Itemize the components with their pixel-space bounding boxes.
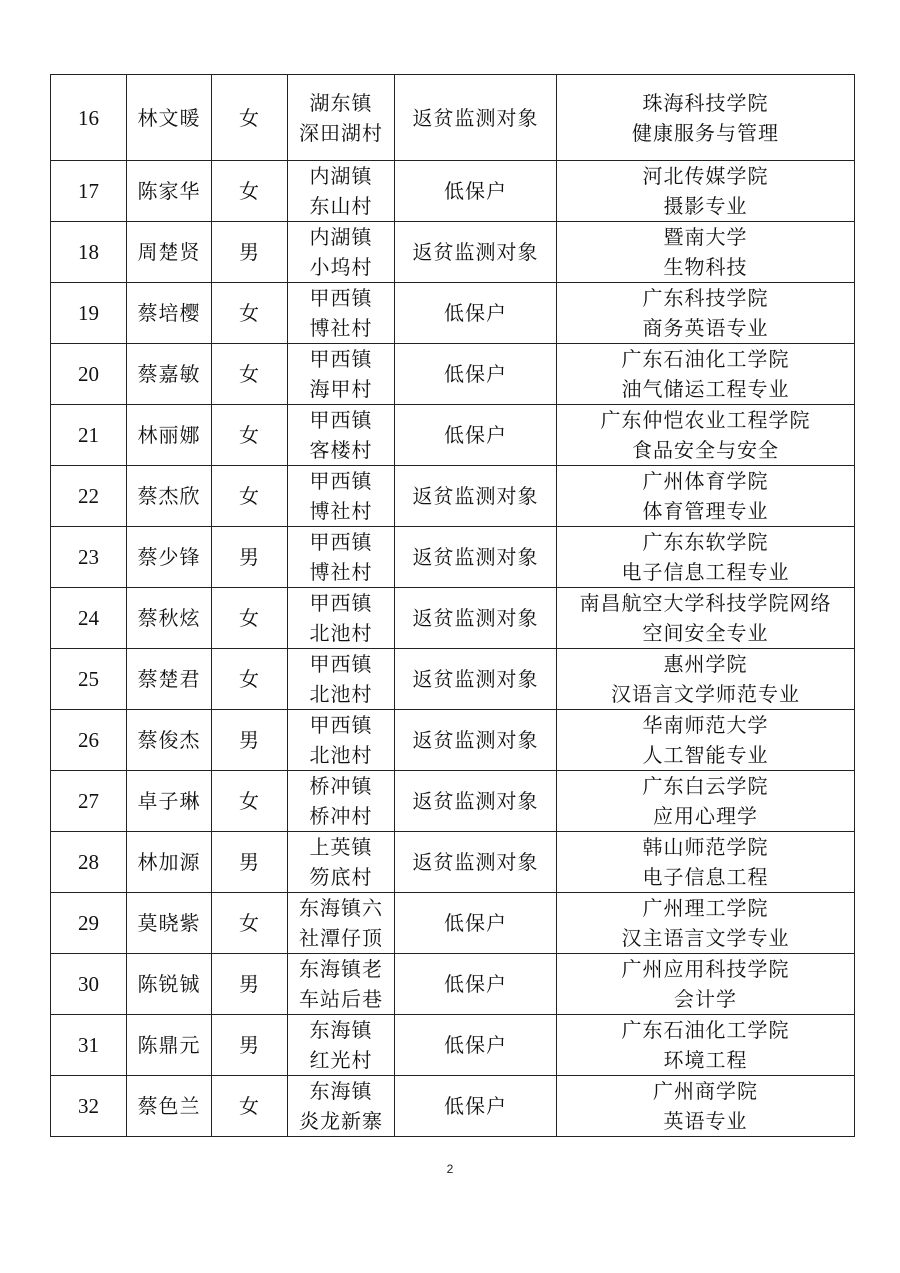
school-major-line: 空间安全专业 xyxy=(642,621,769,645)
school-major xyxy=(557,832,855,893)
student-gender: 男 xyxy=(212,222,288,283)
student-roster-sheet xyxy=(50,74,854,1137)
table-row xyxy=(51,75,855,161)
home-address xyxy=(288,75,395,161)
home-address xyxy=(288,222,395,283)
school-major-line: 食品安全与安全 xyxy=(632,438,779,462)
table-row xyxy=(51,466,855,527)
roster-body xyxy=(51,75,855,1137)
student-name: 蔡秋炫 xyxy=(127,588,212,649)
school-major xyxy=(557,954,855,1015)
student-gender: 女 xyxy=(212,588,288,649)
school-major-line: 广东东软学院 xyxy=(642,530,769,554)
home-address-line: 甲西镇 xyxy=(309,469,373,493)
aid-category: 返贫监测对象 xyxy=(395,527,557,588)
school-major xyxy=(557,1076,855,1137)
school-major-line: 汉主语言文学专业 xyxy=(621,926,790,950)
home-address-line: 社潭仔顶 xyxy=(299,926,383,950)
page-number: 2 xyxy=(446,1162,454,1176)
home-address-line: 海甲村 xyxy=(309,377,373,401)
table-row xyxy=(51,649,855,710)
student-name: 蔡俊杰 xyxy=(127,710,212,771)
table-row xyxy=(51,954,855,1015)
student-gender: 女 xyxy=(212,161,288,222)
student-gender: 女 xyxy=(212,649,288,710)
school-major-line: 电子信息工程 xyxy=(642,865,769,889)
table-row xyxy=(51,344,855,405)
home-address-line: 炎龙新寨 xyxy=(299,1109,383,1133)
home-address-line: 北池村 xyxy=(309,743,373,767)
home-address-line: 博社村 xyxy=(309,316,373,340)
home-address-line: 东山村 xyxy=(309,194,373,218)
row-number: 27 xyxy=(51,771,127,832)
home-address xyxy=(288,466,395,527)
aid-category: 低保户 xyxy=(395,1015,557,1076)
home-address-line: 甲西镇 xyxy=(309,591,373,615)
school-major-line: 健康服务与管理 xyxy=(632,120,779,145)
row-number: 26 xyxy=(51,710,127,771)
school-major-line: 应用心理学 xyxy=(653,804,758,828)
aid-category: 低保户 xyxy=(395,283,557,344)
row-number: 18 xyxy=(51,222,127,283)
school-major-line: 惠州学院 xyxy=(663,652,748,676)
school-major xyxy=(557,222,855,283)
aid-category: 返贫监测对象 xyxy=(395,832,557,893)
home-address-line: 红光村 xyxy=(309,1048,373,1072)
home-address xyxy=(288,893,395,954)
table-row xyxy=(51,1015,855,1076)
home-address xyxy=(288,832,395,893)
home-address-line: 内湖镇 xyxy=(309,225,373,249)
home-address xyxy=(288,1015,395,1076)
school-major-line: 会计学 xyxy=(674,987,737,1011)
table-row xyxy=(51,527,855,588)
home-address-line: 甲西镇 xyxy=(309,408,373,432)
school-major xyxy=(557,75,855,161)
school-major-line: 环境工程 xyxy=(663,1048,748,1072)
student-name: 蔡少锋 xyxy=(127,527,212,588)
home-address xyxy=(288,161,395,222)
aid-category: 返贫监测对象 xyxy=(395,466,557,527)
home-address-line: 博社村 xyxy=(309,560,373,584)
school-major-line: 广东石油化工学院 xyxy=(621,347,790,371)
school-major xyxy=(557,527,855,588)
aid-category: 返贫监测对象 xyxy=(395,710,557,771)
table-row xyxy=(51,1076,855,1137)
student-gender: 女 xyxy=(212,75,288,161)
school-major-line: 南昌航空大学科技学院网络 xyxy=(579,591,832,615)
row-number: 29 xyxy=(51,893,127,954)
home-address xyxy=(288,1076,395,1137)
student-name: 蔡杰欣 xyxy=(127,466,212,527)
school-major-line: 华南师范大学 xyxy=(642,713,769,737)
row-number: 22 xyxy=(51,466,127,527)
home-address-line: 湖东镇 xyxy=(309,90,373,115)
student-name: 陈鼎元 xyxy=(127,1015,212,1076)
home-address-line: 甲西镇 xyxy=(309,286,373,310)
student-gender: 女 xyxy=(212,466,288,527)
school-major-line: 人工智能专业 xyxy=(642,743,769,767)
home-address-line: 甲西镇 xyxy=(309,347,373,371)
school-major xyxy=(557,466,855,527)
table-row xyxy=(51,161,855,222)
aid-category: 低保户 xyxy=(395,344,557,405)
home-address-line: 上英镇 xyxy=(309,835,373,859)
school-major-line: 韩山师范学院 xyxy=(642,835,769,859)
row-number: 23 xyxy=(51,527,127,588)
student-name: 蔡色兰 xyxy=(127,1076,212,1137)
row-number: 32 xyxy=(51,1076,127,1137)
school-major xyxy=(557,893,855,954)
school-major xyxy=(557,710,855,771)
student-name: 陈锐铖 xyxy=(127,954,212,1015)
home-address xyxy=(288,710,395,771)
row-number: 16 xyxy=(51,75,127,161)
home-address-line: 北池村 xyxy=(309,682,373,706)
student-name: 蔡楚君 xyxy=(127,649,212,710)
school-major-line: 商务英语专业 xyxy=(642,316,769,340)
school-major-line: 体育管理专业 xyxy=(642,499,769,523)
home-address xyxy=(288,588,395,649)
student-name: 卓子琳 xyxy=(127,771,212,832)
home-address-line: 博社村 xyxy=(309,499,373,523)
home-address-line: 内湖镇 xyxy=(309,164,373,188)
table-row xyxy=(51,405,855,466)
home-address-line: 东海镇六 xyxy=(299,896,383,920)
student-name: 莫晓紫 xyxy=(127,893,212,954)
school-major-line: 广东仲恺农业工程学院 xyxy=(600,408,811,432)
row-number: 24 xyxy=(51,588,127,649)
student-name: 林文暖 xyxy=(127,75,212,161)
student-gender: 男 xyxy=(212,1015,288,1076)
home-address-line: 桥冲村 xyxy=(309,804,373,828)
student-gender: 女 xyxy=(212,893,288,954)
student-gender: 男 xyxy=(212,954,288,1015)
home-address-line: 小坞村 xyxy=(309,255,373,279)
aid-category: 低保户 xyxy=(395,405,557,466)
home-address-line: 东海镇 xyxy=(309,1018,373,1042)
home-address xyxy=(288,771,395,832)
school-major-line: 广州商学院 xyxy=(653,1079,758,1103)
student-name: 蔡培樱 xyxy=(127,283,212,344)
row-number: 17 xyxy=(51,161,127,222)
table-row xyxy=(51,710,855,771)
student-gender: 女 xyxy=(212,283,288,344)
table-row xyxy=(51,832,855,893)
home-address xyxy=(288,344,395,405)
school-major-line: 摄影专业 xyxy=(663,194,748,218)
row-number: 30 xyxy=(51,954,127,1015)
school-major-line: 河北传媒学院 xyxy=(642,164,769,188)
student-gender: 女 xyxy=(212,1076,288,1137)
home-address-line: 东海镇老 xyxy=(299,957,383,981)
home-address-line: 深田湖村 xyxy=(299,120,383,145)
school-major-line: 广东石油化工学院 xyxy=(621,1018,790,1042)
school-major xyxy=(557,1015,855,1076)
aid-category: 返贫监测对象 xyxy=(395,649,557,710)
school-major xyxy=(557,771,855,832)
aid-category: 返贫监测对象 xyxy=(395,771,557,832)
home-address xyxy=(288,954,395,1015)
row-number: 21 xyxy=(51,405,127,466)
table-row xyxy=(51,771,855,832)
school-major-line: 暨南大学 xyxy=(663,225,748,249)
school-major xyxy=(557,283,855,344)
school-major xyxy=(557,344,855,405)
home-address-line: 桥冲镇 xyxy=(309,774,373,798)
aid-category: 低保户 xyxy=(395,954,557,1015)
home-address-line: 甲西镇 xyxy=(309,530,373,554)
table-row xyxy=(51,588,855,649)
school-major xyxy=(557,405,855,466)
school-major-line: 汉语言文学师范专业 xyxy=(611,682,800,706)
school-major-line: 广东科技学院 xyxy=(642,286,769,310)
home-address-line: 甲西镇 xyxy=(309,713,373,737)
student-gender: 男 xyxy=(212,832,288,893)
home-address xyxy=(288,527,395,588)
school-major-line: 广州应用科技学院 xyxy=(621,957,790,981)
school-major-line: 英语专业 xyxy=(663,1109,748,1133)
home-address xyxy=(288,283,395,344)
aid-category: 低保户 xyxy=(395,893,557,954)
student-gender: 男 xyxy=(212,710,288,771)
student-name: 周楚贤 xyxy=(127,222,212,283)
aid-category: 低保户 xyxy=(395,161,557,222)
student-name: 陈家华 xyxy=(127,161,212,222)
school-major-line: 广州理工学院 xyxy=(642,896,769,920)
table-row xyxy=(51,893,855,954)
table-row xyxy=(51,283,855,344)
home-address-line: 甲西镇 xyxy=(309,652,373,676)
home-address-line: 客楼村 xyxy=(309,438,373,462)
school-major xyxy=(557,649,855,710)
aid-category: 返贫监测对象 xyxy=(395,222,557,283)
school-major-line: 广东白云学院 xyxy=(642,774,769,798)
student-gender: 女 xyxy=(212,771,288,832)
home-address-line: 车站后巷 xyxy=(299,987,383,1011)
student-roster-table xyxy=(50,74,855,1137)
home-address xyxy=(288,405,395,466)
school-major xyxy=(557,161,855,222)
table-row xyxy=(51,222,855,283)
school-major-line: 生物科技 xyxy=(663,255,748,279)
aid-category: 低保户 xyxy=(395,1076,557,1137)
school-major xyxy=(557,588,855,649)
home-address-line: 东海镇 xyxy=(309,1079,373,1103)
school-major-line: 电子信息工程专业 xyxy=(621,560,790,584)
row-number: 28 xyxy=(51,832,127,893)
school-major-line: 广州体育学院 xyxy=(642,469,769,493)
student-name: 林丽娜 xyxy=(127,405,212,466)
aid-category: 返贫监测对象 xyxy=(395,588,557,649)
student-gender: 男 xyxy=(212,527,288,588)
school-major-line: 油气储运工程专业 xyxy=(621,377,790,401)
home-address-line: 北池村 xyxy=(309,621,373,645)
school-major-line: 珠海科技学院 xyxy=(642,90,769,115)
home-address-line: 笏底村 xyxy=(309,865,373,889)
home-address xyxy=(288,649,395,710)
student-name: 蔡嘉敏 xyxy=(127,344,212,405)
student-name: 林加源 xyxy=(127,832,212,893)
student-gender: 女 xyxy=(212,405,288,466)
row-number: 25 xyxy=(51,649,127,710)
row-number: 31 xyxy=(51,1015,127,1076)
aid-category: 返贫监测对象 xyxy=(395,75,557,161)
row-number: 20 xyxy=(51,344,127,405)
student-gender: 女 xyxy=(212,344,288,405)
row-number: 19 xyxy=(51,283,127,344)
